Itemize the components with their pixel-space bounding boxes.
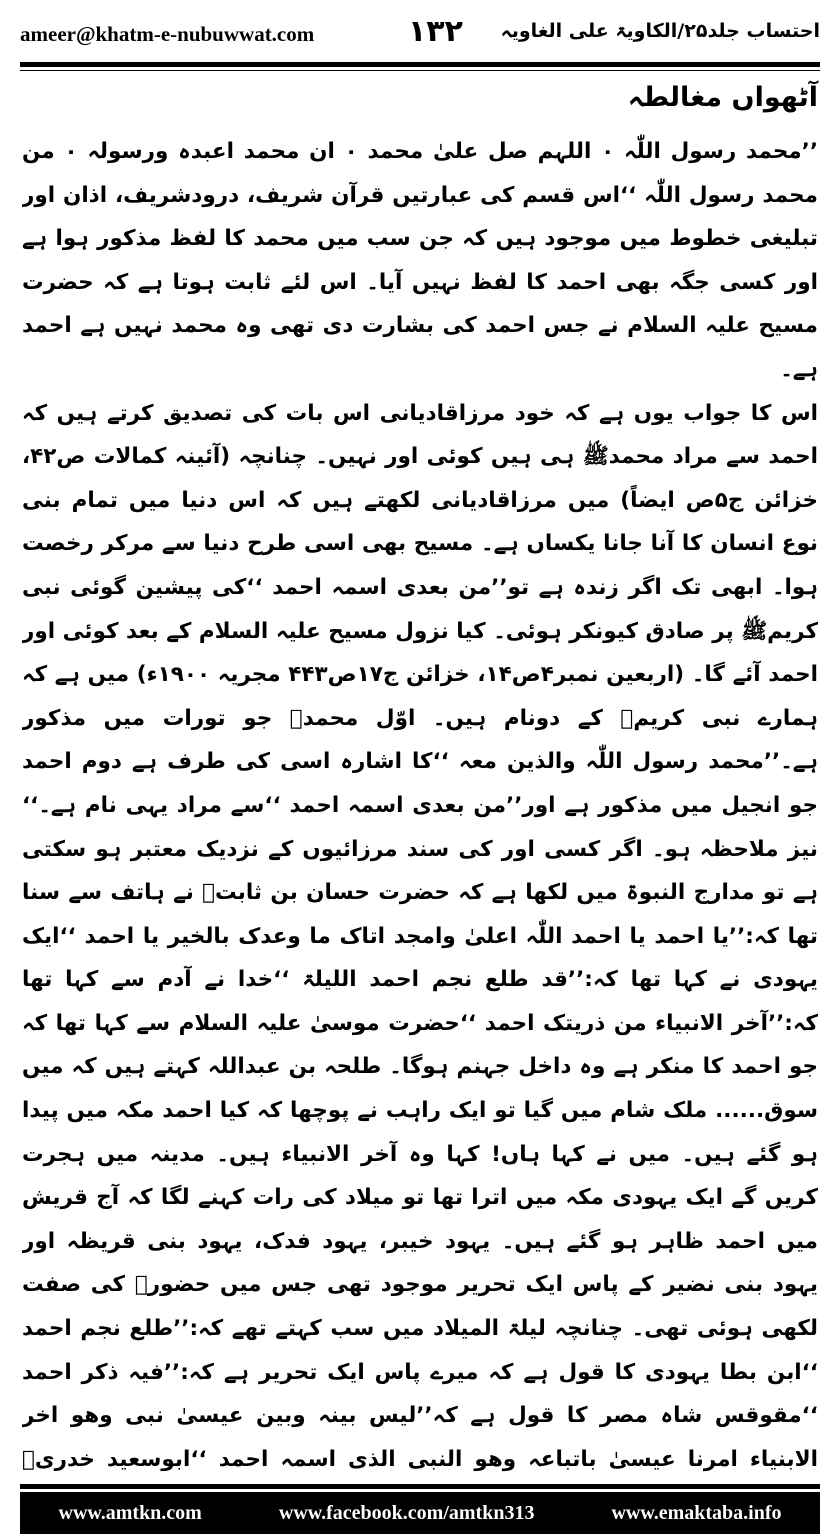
footer-rule: [20, 1484, 820, 1489]
footer-link-facebook[interactable]: www.facebook.com/amtkn313: [278, 1501, 535, 1524]
paragraph-2: اس کا جواب یوں ہے کہ خود مرزاقادیانی اس بات کی تصدیق کرتے ہیں کہ احمد سے مراد محمدﷺ ہی ہیں کوئی اور نہیں۔ چنانچہ (آئینہ کمالات ص۴۲، خزائن ج۵ص ایضاً) میں مرزاقادیانی لکھتے ہیں کہ اس دنیا میں تمام بنی نوع انسان کا آنا جانا یکساں ہے۔ مسیح بھی اسی طرح دنیا سے مرکر رخصت ہوا۔ ابھی تک اگر زندہ ہے تو’’من بعدی اسمہ احمد ‘‘کی پیشین گوئی نبی کریمﷺ پر صادق کیونکر ہوئی۔ کیا نزول مسیح علیہ السلام کے بعد کوئی اور احمد آئے گا۔ (اربعین نمبر۴ص۱۴، خزائن ج۱۷ص۴۴۳ مجریہ ۱۹۰۰ء) میں ہے کہ ہمارے نبی کریمﷺ کے دونام ہیں۔ اوّل محمدؐ جو تورات میں مذکور ہے۔’’محمد رسول اللّٰہ والذین معہ ‘‘کا اشارہ اسی کی طرف ہے دوم احمد جو انجیل میں مذکور ہے اور’’من بعدی اسمہ احمد ‘‘سے مراد یہی نام ہے۔‘‘ نیز ملاحظہ ہو۔ اگر کسی اور کی سند مرزائیوں کے نزدیک معتبر ہو سکتی ہے تو مدارج النبوۃ میں لکھا ہے کہ حضرت حسان بن ثابتؓ نے ہاتف سے سنا تھا کہ:’’یا احمد یا احمد اللّٰہ اعلیٰ وامجد اتاک ما وعدک بالخیر یا احمد ‘‘ایک یہودی نے کہا تھا کہ:’’قد طلع نجم احمد اللیلۃ ‘‘خدا نے آدم سے کہا تھا کہ:’’آخر الانبیاء من ذریتک احمد ‘‘حضرت موسیٰ علیہ السلام سے کہا تھا کہ جو احمد کا منکر ہے وہ داخل جہنم ہوگا۔ طلحہ بن عبداللہ کہتے ہیں کہ میں سوق...... ملک شام میں گیا تو ایک راہب نے پوچھا کہ کیا احمد مکہ میں پیدا ہو گئے ہیں۔ میں نے کہا ہاں! کہا وہ آخر الانبیاء ہیں۔ مدینہ میں ہجرت کریں گے ایک یہودی مکہ میں اترا تھا تو میلاد کی رات کہنے لگا کہ آج قریش میں احمد ظاہر ہو گئے ہیں۔ یہود خیبر، یہود فدک، یہود بنی قریظہ اور یہود بنی نضیر کے پاس ایک تحریر موجود تھی جس میں حضورﷺ کی صفت لکھی ہوئی تھی۔ چنانچہ لیلۃ المیلاد میں سب کہتے تھے کہ:’’طلع نجم احمد ‘‘ابن بطا یہودی کا قول ہے کہ میرے پاس ایک تحریر ہے کہ:’’فیہ ذکر احمد ‘‘مقوقس شاہ مصر کا قول ہے کہ’’لیس بینہ وبین عیسیٰ نبی وھو اخر الابنیاء امرنا عیسیٰ باتباعہ وھو النبی الذی اسمہ احمد ‘‘ابوسعید خدریؓ: [22, 400, 818, 1472]
header-rule-thin: [20, 70, 820, 71]
footer-link-amtkn[interactable]: www.amtkn.com: [58, 1501, 202, 1524]
paragraph-1: ’’محمد رسول اللّٰہ ۰ اللہم صل علیٰ محمد ۰ ان محمد اعبدہ ورسولہ ۰ من محمد رسول اللّٰہ ‘‘اس قسم کی عبارتیں قرآن شریف، درودشریف، اذان اور تبلیغی خطوط میں موجود ہیں کہ جن سب میں محمد کا لفظ مذکور ہوا ہے اور کسی جگہ بھی احمد کا لفظ نہیں آیا۔ اس لئے ثابت ہوتا ہے کہ حضرت مسیح علیہ السلام نے جس احمد کی بشارت دی تھی وہ محمد نہیں ہے احمد ہے۔: [22, 139, 818, 382]
header-rule: [20, 62, 820, 67]
page-header: [20, 16, 820, 56]
footer-link-emaktaba[interactable]: www.emaktaba.info: [611, 1501, 782, 1524]
page-number: ۱۳۲: [408, 14, 463, 49]
body-text: [22, 130, 818, 1478]
book-title: احتساب جلد۲۵/الکاویۃ علی الغاویہ: [500, 20, 820, 42]
page-footer: [20, 1492, 820, 1534]
section-title: آٹھواں مغالطہ: [627, 82, 818, 113]
header-email: ameer@khatm-e-nubuwwat.com: [20, 22, 315, 46]
